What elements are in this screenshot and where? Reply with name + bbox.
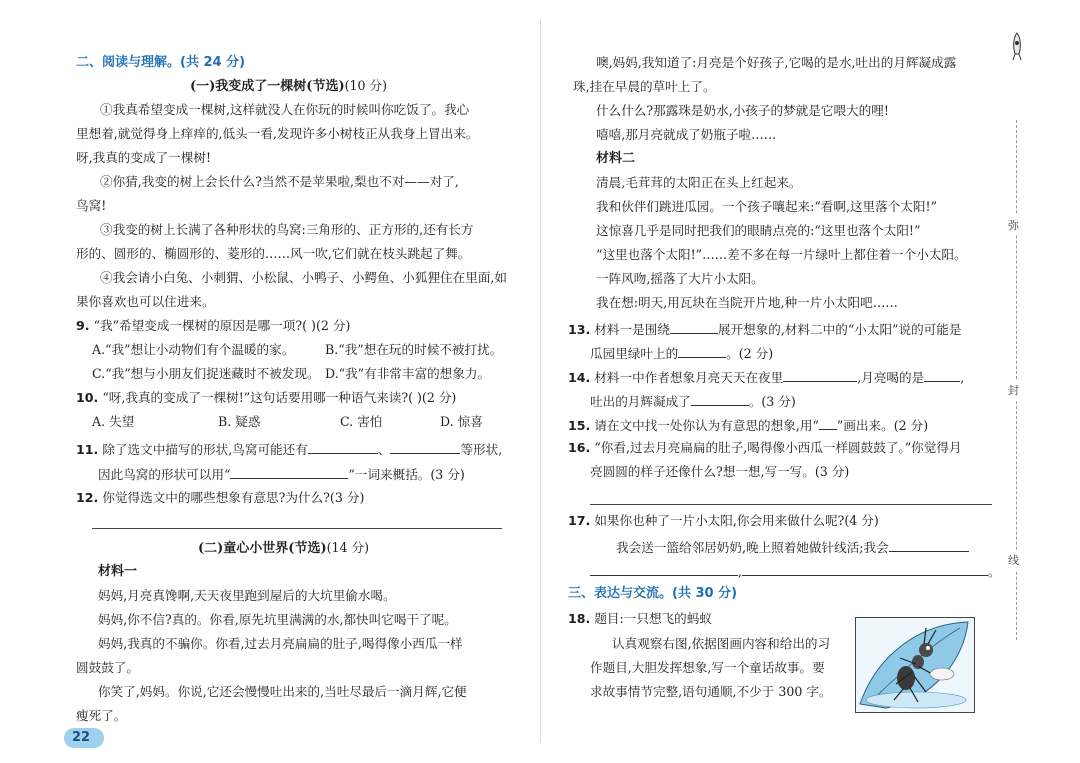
material-2-label: 材料二: [596, 151, 636, 166]
option-c[interactable]: C. 害怕: [340, 414, 383, 429]
passage-1-line: ①我真希望变成一棵树,这样就没人在你玩的时候叫你吃饭了。我心: [100, 102, 470, 117]
material-2-line: 我在想:明天,用瓦块在当院开片地,种一片小太阳吧……: [596, 295, 898, 310]
question-text: 请在文中找一处你认为有意思的想象,用“: [594, 418, 819, 433]
passage-2-title: (二)童心小世界(节选): [198, 541, 327, 556]
answer-blank[interactable]: [678, 344, 726, 358]
material-2-line: “这里也落个太阳!”……差不多在每一片绿叶上都住着一个小太阳。: [596, 247, 967, 262]
question-16-line-2: 亮圆圆的样子还像什么?想一想,写一写。(3 分): [590, 464, 850, 479]
question-text: 除了选文中描写的形状,鸟窝可能还有: [102, 442, 308, 457]
answer-blank[interactable]: [889, 538, 969, 552]
question-text: 材料一是围绕: [594, 322, 670, 337]
question-text: 吐出的月辉凝成了: [590, 394, 691, 409]
passage-2-score: (14 分): [326, 540, 370, 555]
material-2-line: 一阵风吻,摇落了大片小太阳。: [596, 271, 764, 286]
ant-illustration: [855, 617, 975, 713]
question-number: 11.: [76, 442, 99, 457]
passage-1-line: ③我变的树上长满了各种形状的鸟窝:三角形的、正方形的,还有长方: [100, 222, 474, 237]
question-9: [76, 318, 350, 334]
passage-2-line: 圆鼓鼓了。: [76, 660, 139, 675]
question-text: 材料一中作者想象月亮天天在夜里: [594, 370, 784, 385]
question-number: 14.: [568, 370, 591, 385]
material-2-line: 清晨,毛茸茸的太阳正在头上红起来。: [596, 175, 802, 190]
ant-on-leaf-icon: [856, 618, 974, 712]
passage-2-line: 珠,挂在早晨的草叶上了。: [573, 79, 716, 94]
passage-2-title-line: [198, 540, 369, 557]
passage-1-line: ④我会请小白兔、小刺猬、小松鼠、小鸭子、小鳄鱼、小狐狸住在里面,如: [100, 270, 508, 285]
question-text: ,月亮喝的是: [857, 370, 925, 385]
question-number: 16.: [568, 440, 591, 455]
question-stem: 你觉得选文中的哪些想象有意思?为什么?(3 分): [102, 490, 365, 505]
question-18-line: 认真观察右图,依据图画内容和给出的习: [612, 636, 831, 651]
question-text: 。(3 分): [748, 394, 796, 409]
section-3-heading: 三、表达与交流。(共 30 分): [568, 586, 738, 601]
question-10: [76, 390, 456, 406]
question-stem: “我”希望变成一棵树的原因是哪一项?( )(2 分): [93, 318, 351, 333]
answer-blank[interactable]: [691, 392, 749, 406]
question-text: 展开想象的,材料二中的“小太阳”说的可能是: [717, 322, 962, 337]
answer-line[interactable]: [92, 528, 502, 529]
question-17-line-3: [590, 562, 1001, 580]
question-number: 13.: [568, 322, 591, 337]
page-number-badge: [64, 728, 110, 750]
question-11-line-2: [98, 465, 465, 483]
question-text: ”一词来概括。(3 分): [348, 467, 465, 482]
passage-2-line: 妈妈,你不信?真的。你看,原先坑里满满的水,都快叫它喝干了呢。: [98, 612, 457, 627]
passage-1-line: 形的、圆形的、椭圆形的、菱形的……风一吹,它们就在枝头跳起了舞。: [76, 246, 471, 261]
answer-blank[interactable]: [308, 440, 378, 454]
question-number: 15.: [568, 418, 591, 433]
question-text: ,: [960, 370, 965, 385]
material-2-line: 我和伙伴们跳进瓜园。一个孩子嚷起来:“看啊,这里落个太阳!”: [596, 199, 938, 214]
binding-label: 封: [1008, 380, 1019, 400]
answer-blank[interactable]: [783, 368, 857, 382]
question-number: 9.: [76, 318, 90, 333]
option-b[interactable]: B. 疑惑: [218, 414, 261, 429]
answer-blank[interactable]: [390, 440, 460, 454]
passage-1-title-line: [190, 78, 387, 95]
passage-2-line: 瘦死了。: [76, 708, 127, 723]
option-a[interactable]: A. 失望: [92, 414, 135, 429]
passage-2-line: 妈妈,我真的不骗你。你看,过去月亮扁扁的肚子,喝得像小西瓜一样: [98, 636, 463, 651]
question-text: 等形状,: [460, 442, 503, 457]
question-18: [568, 611, 712, 627]
question-18-line: 作题目,大胆发挥想象,写一个童话故事。要: [590, 660, 825, 675]
answer-line[interactable]: [590, 504, 992, 505]
question-18-line: 求故事情节完整,语句通顺,不少于 300 字。: [590, 684, 832, 699]
binding-label: 线: [1008, 550, 1019, 570]
question-14: [568, 368, 964, 386]
answer-blank[interactable]: [924, 368, 960, 382]
underline-mark: [819, 416, 837, 430]
answer-blank[interactable]: [230, 465, 348, 479]
option-c[interactable]: C.“我”想与小朋友们捉迷藏时不被发现。: [92, 366, 320, 381]
binding-label: 弥: [1008, 215, 1019, 235]
question-text: 我会送一篮给邻居奶奶,晚上照着她做针线活;我会: [616, 540, 889, 555]
material-2-line: 这惊喜几乎是同时把我们的眼睛点亮的:“这里也落个太阳!”: [596, 223, 921, 238]
question-11: [76, 440, 502, 458]
passage-1-line: 里想着,就觉得身上痒痒的,低头一看,发现许多小树枝正从我身上冒出来。: [76, 126, 479, 141]
question-text: 题目:一只想飞的蚂蚁: [594, 611, 712, 626]
question-text: 。(2 分): [726, 346, 774, 361]
material-1-label: 材料一: [98, 564, 138, 579]
passage-1-line: 果你喜欢也可以住进来。: [76, 294, 215, 309]
option-d[interactable]: D. 惊喜: [440, 414, 483, 429]
question-17: [568, 513, 879, 529]
question-13-line-2: [590, 344, 773, 362]
question-17-line-2: [616, 538, 969, 556]
passage-1-line: 呀,我真的变成了一棵树!: [76, 150, 212, 165]
passage-1-title: (一)我变成了一棵树(节选): [190, 79, 345, 94]
passage-1-line: 鸟窝!: [76, 198, 107, 213]
passage-2-line: 嘻嘻,那月亮就成了奶瓶子啦……: [596, 127, 777, 142]
question-12: [76, 490, 364, 506]
answer-blank[interactable]: [590, 562, 738, 576]
question-stem: “呀,我真的变成了一棵树!”这句话要用哪一种语气来读?( )(2 分): [102, 390, 457, 405]
question-text: “你看,过去月亮扁扁的肚子,喝得像小西瓜一样圆鼓鼓了。”你觉得月: [594, 440, 962, 455]
question-15: [568, 416, 928, 434]
answer-blank[interactable]: [742, 562, 988, 576]
question-text: 。: [988, 564, 1001, 579]
page-divider: [540, 20, 541, 743]
question-16: [568, 440, 962, 456]
question-14-line-2: [590, 392, 796, 410]
passage-1-line: ②你猜,我变的树上会长什么?当然不是苹果啦,梨也不对——对了,: [100, 174, 459, 189]
page-number: 22: [72, 730, 91, 745]
question-text: 瓜园里绿叶上的: [590, 346, 679, 361]
passage-2-line: 妈妈,月亮真馋啊,天天夜里跑到屋后的大坑里偷水喝。: [98, 588, 396, 603]
question-text: ,: [738, 564, 743, 579]
question-number: 18.: [568, 611, 591, 626]
option-b[interactable]: B.“我”想在玩的时候不被打扰。: [325, 342, 503, 357]
passage-2-line: 噢,妈妈,我知道了:月亮是个好孩子,它喝的是水,吐出的月辉凝成露: [596, 55, 957, 70]
binding-margin: [1008, 40, 1058, 730]
section-2-heading: 二、阅读与理解。(共 24 分): [76, 55, 246, 70]
question-text: 、: [377, 442, 391, 457]
option-a[interactable]: A.“我”想让小动物们有个温暖的家。: [92, 342, 295, 357]
question-text: ”画出来。(2 分): [836, 418, 929, 433]
passage-2-line: 什么什么?那露珠是奶水,小孩子的梦就是它喂大的哩!: [596, 103, 889, 118]
question-text: 如果你也种了一片小太阳,你会用来做什么呢?(4 分): [594, 513, 879, 528]
question-text: 因此鸟窝的形状可以用“: [98, 467, 231, 482]
question-number: 12.: [76, 490, 99, 505]
question-13: [568, 320, 961, 338]
passage-1-score: (10 分): [344, 78, 388, 93]
answer-blank[interactable]: [670, 320, 718, 334]
option-d[interactable]: D.“我”有非常丰富的想象力。: [325, 366, 491, 381]
passage-2-line: 你笑了,妈妈。你说,它还会慢慢吐出来的,当吐尽最后一滴月辉,它便: [98, 684, 467, 699]
question-number: 17.: [568, 513, 591, 528]
question-number: 10.: [76, 390, 99, 405]
